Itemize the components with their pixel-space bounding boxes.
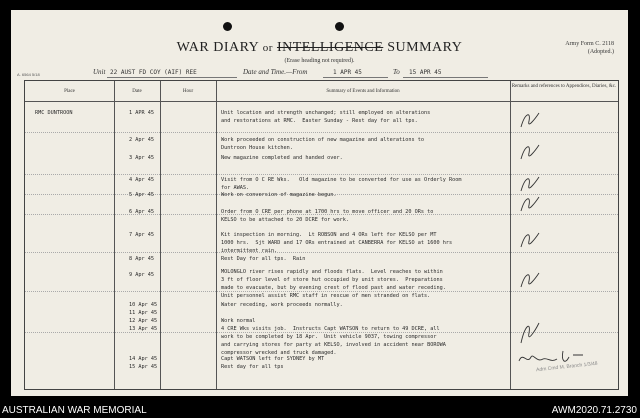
table-row-date: 3 Apr 45 [129, 155, 154, 161]
header-date: Date [132, 89, 142, 94]
form-number: A. 6564 5/18 [17, 72, 40, 77]
initials-signature [517, 173, 543, 195]
table-row-summary: Water receding, work proceeds normally. [221, 302, 343, 308]
table-row-summary: Order from O CRE per phone at 1700 hrs to move officer and 20 ORs to KELSO to be attached to 20 DCRE for work. [221, 209, 434, 223]
initials-signature [517, 269, 543, 291]
table-row-date: 10 Apr 45 [129, 302, 158, 308]
date-from: 1 APR 45 [333, 69, 362, 76]
table-row-summary: Visit from O C RE Wks. Old magazine to be converted for use as Orderly Room for AWAS. [221, 177, 462, 191]
army-form-adopted: (Adopted.) [587, 49, 614, 56]
table-row-date: 11 Apr 45 [129, 310, 158, 316]
table-row-date: 14 Apr 45 [129, 356, 158, 362]
page-title [11, 40, 628, 56]
table-row-date: 1 APR 45 [129, 110, 154, 116]
initials-signature [517, 141, 543, 163]
table-row-date: 13 Apr 45 [129, 326, 158, 332]
punch-hole [223, 22, 232, 31]
date-to: 15 APR 45 [409, 69, 442, 76]
header-place: Place [64, 89, 75, 94]
table-row-summary: Rest Day for all tps. Rain [221, 256, 306, 262]
table-row-summary: Work normal 4 CRE Wks visits job. Instructs Capt WATSON to return to 49 DCRE, all work to be completed by 18 Apr. Unit vehicle 9037, towing compressor and carrying stores for party at KELSO, involved in accident near BOROWA compressor wrecked and truck damaged. [221, 318, 446, 356]
title-or: or [262, 42, 273, 54]
table-row-date: 4 Apr 45 [129, 177, 154, 183]
title-summary: SUMMARY [387, 40, 463, 55]
initials-signature [517, 319, 543, 347]
table-row-date: 5 Apr 45 [129, 192, 154, 198]
header-hour: Hour [182, 89, 194, 94]
table-row-summary: Work on conversion of magazine begun. [221, 192, 337, 198]
table-row-date: 6 Apr 45 [129, 209, 154, 215]
table-row-summary: Kit inspection in morning. Lt ROBSON and 4 ORs left for KELSO per MT 1000 hrs. Sjt WARD and 17 ORs entrained at CANBERRA for KELSO at 1600 hrs intermittent rain. [221, 232, 453, 254]
diary-page [11, 10, 628, 396]
footer-bar [0, 404, 640, 418]
to-label: To [393, 68, 400, 76]
date-label: Date and Time.—From [243, 68, 308, 76]
table-row-date: 15 Apr 45 [129, 364, 158, 370]
table-row-summary: MOLONGLO river rises rapidly and floods flats. Level reaches to within 3 ft of floor level of store hut occupied by unit stores. Preparations made to evacuate, but by evening crest of flood past and water receding. Unit personnel assist RMC staff in rescue of men stranded on flats. [221, 269, 446, 299]
unit-label: Unit [93, 68, 106, 76]
subtitle: (Erase heading not required). [284, 58, 355, 64]
table-row-summary: Rest day for all tps [221, 364, 284, 370]
initials-signature [517, 109, 543, 131]
unit-value: 22 AUST FD COY (AIF) REE [110, 69, 197, 76]
footer-institution: AUSTRALIAN WAR MEMORIAL [2, 405, 147, 416]
place-value: RMC DUNTROON [35, 110, 73, 116]
army-form-number: Army Form C. 2118 [565, 41, 614, 47]
diary-table [24, 80, 619, 390]
table-row-date: 2 Apr 45 [129, 137, 154, 143]
header-remarks: Remarks and references to Appendices, Diaries, &c. [511, 84, 617, 89]
table-row-date: 8 Apr 45 [129, 256, 154, 262]
table-row-summary: Unit location and strength unchanged; still employed on alterations and restorations at RMC. Easter Sunday - Rest day for all tps. [221, 110, 431, 124]
initials-signature [517, 193, 543, 215]
header-summary: Summary of Events and Information [326, 89, 400, 94]
table-row-date: 9 Apr 45 [129, 272, 154, 278]
title-war-diary: WAR DIARY [176, 40, 259, 55]
table-row-summary: Work proceeded on construction of new magazine and alterations to Duntroon House kitchen. [221, 137, 425, 151]
table-row-summary: Capt WATSON left for SYDNEY by MT [221, 356, 325, 362]
initials-signature [517, 229, 543, 251]
table-row-date: 7 Apr 45 [129, 232, 154, 238]
punch-hole [335, 22, 344, 31]
title-intelligence: INTELLIGENCE [276, 40, 384, 55]
footer-accession-number: AWM2020.71.2730 [551, 405, 637, 416]
army-form-label [565, 40, 614, 57]
table-row-summary: New magazine completed and handed over. [221, 155, 343, 161]
table-row-date: 12 Apr 45 [129, 318, 158, 324]
archive-stamp: Adm Cmd M. Branch 1/3/48 [535, 360, 598, 374]
